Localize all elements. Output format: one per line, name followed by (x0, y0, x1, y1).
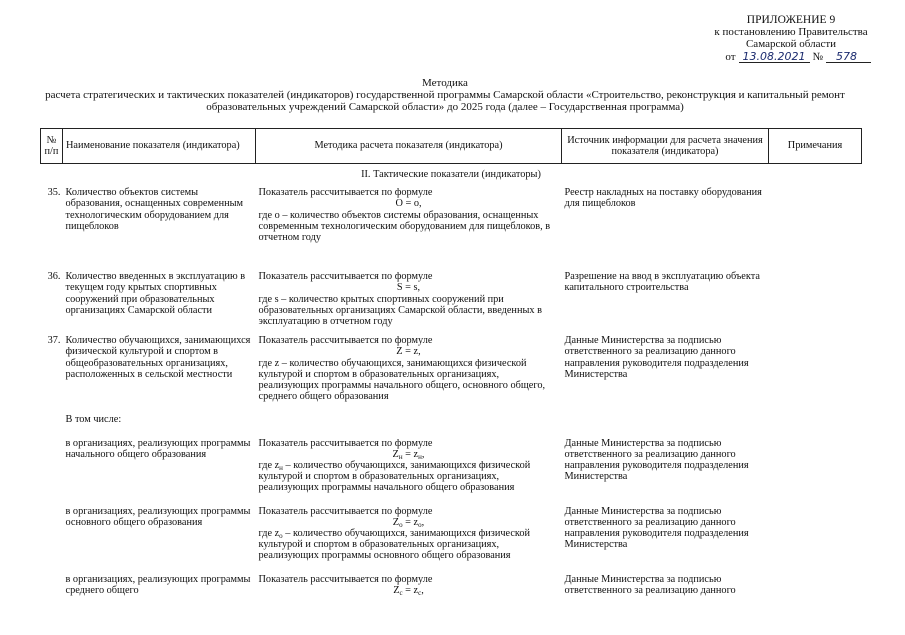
formula: $Z_c = z_c$, (393, 584, 424, 597)
table-row (41, 271, 862, 327)
method-intro: Показатель рассчитывается по формуле (258, 573, 433, 585)
number-label: № (812, 51, 823, 63)
table-row (41, 335, 862, 402)
table-row (41, 438, 862, 494)
header-notes: Примечания (769, 129, 862, 164)
title-line-1: Методика (422, 77, 468, 89)
row-notes (769, 187, 862, 243)
indicators-table (40, 128, 862, 596)
including-label: В том числе: (65, 414, 122, 426)
row-num: 35. (47, 187, 61, 199)
row-method (256, 335, 562, 402)
method-intro: Показатель рассчитывается по формуле (258, 505, 433, 517)
subrow-source: Данные Министерства за подписью ответственного за реализацию данного направления руководителя подразделения Министерства (564, 437, 749, 483)
subrow-method (256, 506, 562, 562)
method-intro: Показатель рассчитывается по формуле (258, 335, 433, 347)
table-row (41, 187, 862, 243)
row-name: Количество обучающихся, занимающихся физической культурой и спортом в общеобразовательных организациях, расположенных в сельской местности (65, 335, 251, 380)
row-name: Количество объектов системы образования, оснащенных современным технологическим оборудованием для пищеблоков (65, 187, 244, 232)
title-line-2: расчета стратегических и тактических показателей (индикаторов) государственной программы Самарской области «Строительство, реконструкция и капитальный ремонт (45, 89, 845, 101)
appendix-line-2: к постановлению Правительства (714, 26, 868, 38)
row-source: Данные Министерства за подписью ответственного за реализацию данного направления руководителя подразделения Министерства (564, 335, 749, 380)
formula-description: где z – количество обучающихся, занимающихся физической культурой и спортом в образовательных организациях, реализующих программы начального общего, основного общего, среднего общего образования (258, 357, 546, 403)
document-title (40, 77, 850, 113)
formula-description: где o – количество объектов системы образования, оснащенных современным технологическим оборудованием для пищеблоков, в отчетном году (258, 209, 551, 244)
table-row (41, 506, 862, 562)
subrow-name: в организациях, реализующих программы начального общего образования (65, 437, 251, 460)
formula: $Z_н = z_н$, (392, 448, 425, 461)
subrow-name: в организациях, реализующих программы основного общего образования (65, 505, 251, 528)
appendix-line-3: Самарской области (745, 38, 837, 50)
row-source: Разрешение на ввод в эксплуатацию объекта капитального строительства (564, 271, 760, 294)
formula-description: где $z_о$ – количество обучающихся, занимающихся физической культурой и спортом в образовательных организациях, реализующих программы основного общего образования (258, 528, 531, 562)
title-line-3: образовательных учреждений Самарской области» до 2025 года (далее – Государственная программа) (206, 101, 684, 113)
row-source: Реестр накладных на поставку оборудования для пищеблоков (564, 187, 762, 210)
method-intro: Показатель рассчитывается по формуле (258, 271, 433, 283)
decree-date: 13.08.2021 (739, 51, 810, 63)
formula: Z = z, (396, 346, 421, 358)
appendix-title: ПРИЛОЖЕНИЕ 9 (746, 14, 836, 26)
formula-description: где s – количество крытых спортивных сооружений при образовательных организациях Самарской области, введенных в эксплуатацию в отчетном году (258, 293, 542, 328)
section-row (41, 164, 862, 188)
including-row (41, 402, 862, 437)
formula-description: где $z_н$ – количество обучающихся, занимающихся физической культурой и спортом в образовательных организациях, реализующих программы начального общего образования (258, 460, 531, 494)
header-method: Методика расчета показателя (индикатора) (256, 129, 562, 164)
row-notes (769, 335, 862, 402)
header-name: Наименование показателя (индикатора) (63, 129, 256, 164)
subrow-method (256, 438, 562, 494)
method-intro: Показатель рассчитывается по формуле (258, 187, 433, 199)
row-notes (769, 271, 862, 327)
decree-date-number (711, 51, 871, 63)
subrow-name: в организациях, реализующих программы среднего общего (65, 573, 251, 596)
formula: O = o, (395, 198, 422, 210)
section-title: II. Тактические показатели (индикаторы) (361, 169, 541, 180)
row-name: Количество введенных в эксплуатацию в текущем году крытых спортивных сооружений при образовательных организациях Самарской области (65, 271, 246, 316)
subrow-source: Данные Министерства за подписью ответственного за реализацию данного направления руководителя подразделения Министерства (564, 505, 749, 551)
appendix-block (711, 14, 871, 63)
subrow-method (256, 574, 562, 596)
row-method (256, 187, 562, 243)
subrow-source: Данные Министерства за подписью ответственного за реализацию данного (564, 573, 736, 596)
table-row (41, 574, 862, 596)
row-num: 36. (47, 271, 61, 283)
header-source: Источник информации для расчета значения показателя (индикатора) (562, 129, 769, 164)
date-prefix: от (725, 51, 736, 63)
row-method (256, 271, 562, 327)
header-num: № п/п (41, 129, 63, 164)
formula: S = s, (396, 282, 421, 294)
formula: $Z_о = z_о$, (392, 516, 425, 529)
decree-number: 578 (826, 51, 871, 63)
row-num: 37. (47, 335, 61, 347)
method-intro: Показатель рассчитывается по формуле (258, 437, 433, 449)
table-header-row (41, 129, 862, 164)
